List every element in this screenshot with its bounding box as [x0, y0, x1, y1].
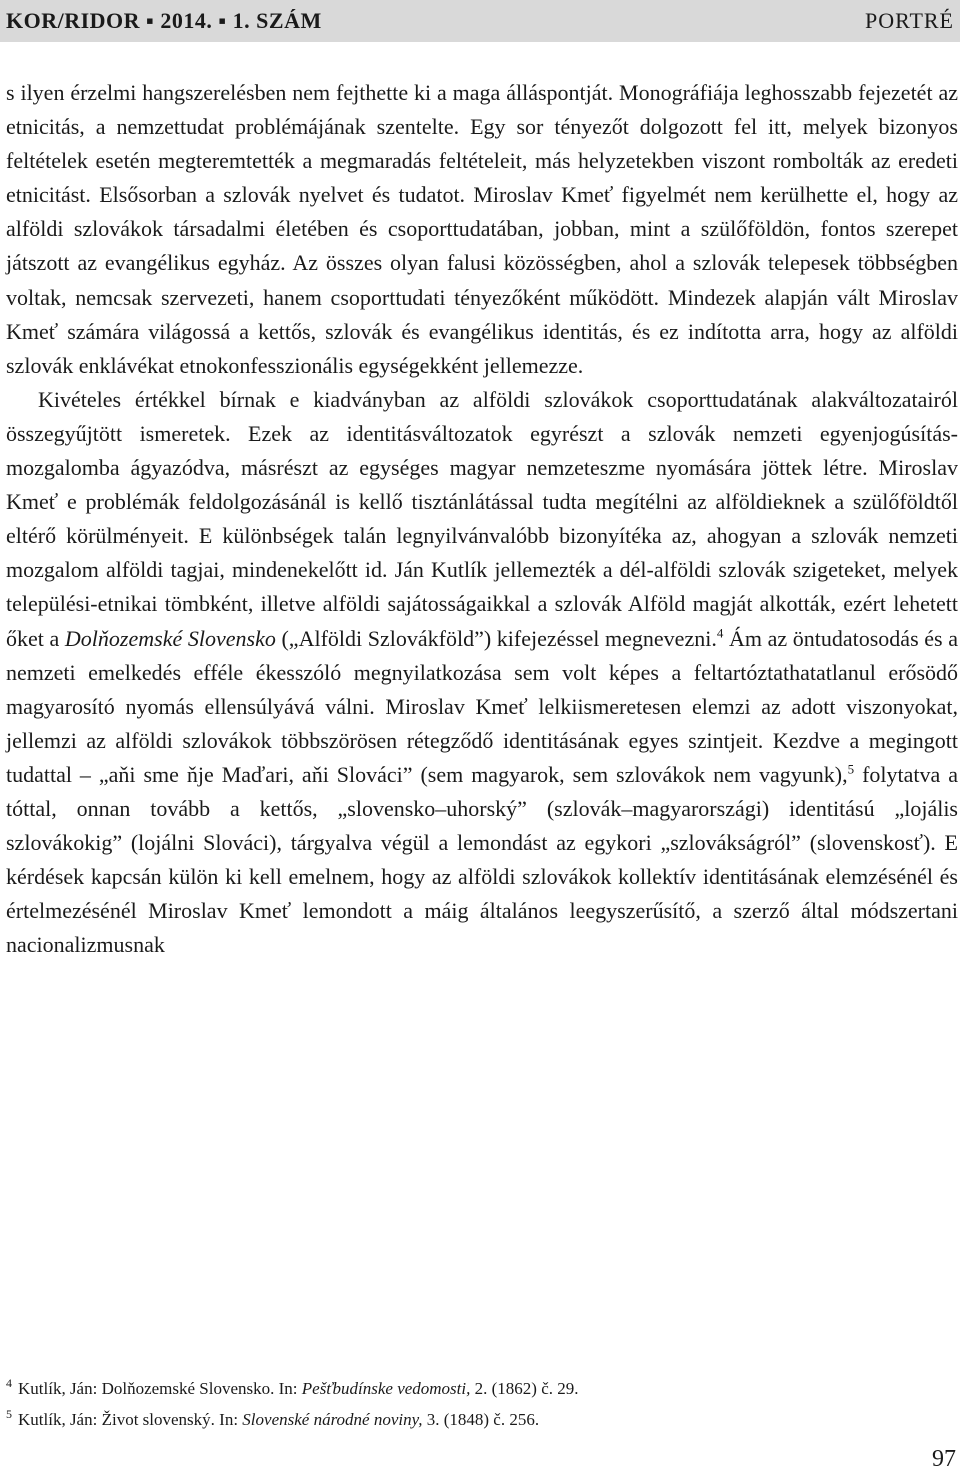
page-number: 97 [932, 1446, 956, 1472]
footnotes [6, 1373, 906, 1435]
text-segment: („Alföldi Szlovákföld”) kifejezéssel megnevezni. [275, 625, 717, 651]
footnote-number: 4 [6, 1376, 12, 1391]
footnote [6, 1404, 906, 1435]
footnote-number: 5 [6, 1407, 12, 1422]
footnote-text: 3. (1848) č. 256. [422, 1410, 540, 1429]
footnote-reference[interactable]: 4 [716, 625, 724, 641]
running-header [0, 0, 960, 42]
section-label: PORTRÉ [864, 8, 954, 33]
italic-title: Dolňozemské Slovensko [64, 625, 276, 651]
text-segment: folytatva a tóttal, onnan tovább a kettős, „slovensko–uhorský” (szlovák–magyarországi) identitású „lojális szlovákokig” (lojálni Slováci), tárgyalva végül a lemondást az egykori „szlovákságról” (slovenskosť). E kérdések kapcsán külön ki kell emelnem, hogy az alföldi szlovákok kollektív identitásának elemzésénél és értelmezésénél Miroslav Kmeť lemondott a máig általános leegyszerűsítő, a szerző által módszertani nacionalizmusnak [6, 761, 958, 958]
footnote-text: Kutlík, Ján: Dolňozemské Slovensko. In: [18, 1379, 302, 1398]
paragraph [6, 383, 958, 963]
footnote-italic: Pešťbudínske vedomosti, [301, 1379, 471, 1398]
paragraph: s ilyen érzelmi hangszerelésben nem fejthette ki a maga álláspontját. Monográfiája leghosszabb fejezetét az etnicitás, a nemzettudat problémájának szentelte. Egy sor tényezőt dolgozott fel itt, melyek bizonyos feltételek esetén megteremtették a megmaradás feltételeit, más helyzetekben viszont rombolták az eredeti etnicitást. Elsősorban a szlovák nyelvet és tudatot. Miroslav Kmeť figyelmét nem kerülhette el, hogy az alföldi szlovákok társadalmi életében és csoporttudatában, jobban, mint a szülőföldön, fontos szerepet játszott az evangélikus egyház. Az összes olyan falusi közösségben, ahol a szlovák telepesek többségben voltak, nemcsak szervezeti, hanem csoporttudati tényezőként működött. Mindezek alapján vált Miroslav Kmeť számára világossá a kettős, szlovák és evangélikus identitás, és ez indította arra, hogy az alföldi szlovák enklávékat etnokonfesszionális egységekként jellemezze. [6, 80, 958, 378]
footnote-text: 2. (1862) č. 29. [470, 1379, 579, 1398]
footnote-italic: Slovenské národné noviny, [242, 1410, 423, 1429]
text-segment: Ám az öntudatosodás és a nemzeti emelkedés efféle ékesszóló megnyilatkozása sem volt képes a feltartóztathatatlanul erősödő magyarosító nyomás ellensúlyává válni. Miroslav Kmeť lelkiismeretesen elemzi az adott viszonyokat, jellemzi az alföldi szlovákok többszörösen rétegződő identitásának egyes szintjeit. Kezdve a megingott tudattal – „aňi sme ňje Maďari, aňi Slováci” (sem magyarok, sem szlovákok nem vagyunk), [6, 625, 958, 787]
journal-issue-label: KOR/RIDOR ▪ 2014. ▪ 1. SZÁM [6, 8, 322, 33]
footnote-reference[interactable]: 5 [847, 761, 855, 777]
article-body [6, 76, 958, 962]
footnote [6, 1373, 906, 1404]
footnote-text: Kutlík, Ján: Život slovenský. In: [18, 1410, 243, 1429]
text-segment: Kivételes értékkel bírnak e kiadványban az alföldi szlovákok csoporttudatának alakváltozatairól összegyűjtött ismeretek. Ezek az identitásváltozatok egyrészt a szlovák nemzeti egyenjogúsítás-mozgalomba ágyazódva, másrészt az egységes magyar nemzeteszme nyomására jöttek létre. Miroslav Kmeť e problémák feldolgozásánál is kellő tisztánlátással tudta megítélni az alföldieknek a szülőföldtől eltérő körülményeit. E különbségek talán legnyilvánvalóbb bizonyítéka az, ahogyan a szlovák nemzeti mozgalom alföldi tagjai, mindenekelőtt id. Ján Kutlík jellemezték a dél-alföldi szlovák szigeteket, melyek települési-etnikai tömbként, illetve alföldi sajátosságaikkal a szlovák Alföld magját alkották, ezért lehetett őket a [6, 386, 958, 651]
